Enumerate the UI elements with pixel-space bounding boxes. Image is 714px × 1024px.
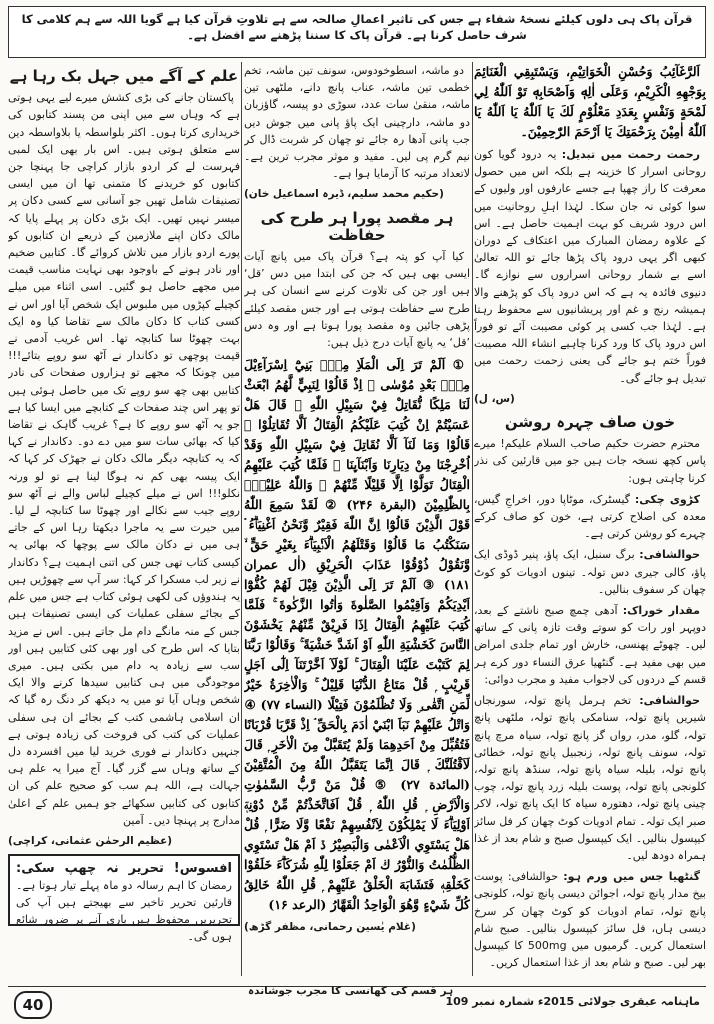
author-signature: (غلام یٰسین رحمانی، مظفر گڑھ) bbox=[244, 921, 416, 934]
article-columns bbox=[8, 62, 706, 976]
paragraph: کیا آپ کو پتہ ہے؟ قرآن پاک میں پانچ آیات ایسی بھی ہیں کہ جن کی ابتدا میں دس ’قل‘ ہیں اور جن کی تلاوت کرنے سے انسان کی ہر طرح سے حفاظت ہوتی ہے اور جس مقصد کیلئے پڑھی جائیں وہ مقصد پورا ہوتا ہے اور وہ دس ’قل‘ یہ پانچ آیات درج ذیل ہیں: bbox=[244, 250, 470, 350]
text: تخم ہرمل پانچ تولہ، سورنجاں شیریں پانچ تولہ، سنامکی پانچ تولہ، ملٹھی پانچ تولہ، گلو، مدر، رواں گز پانچ تولہ، سیاہ مرچ پانچ تولہ، سونف پانچ تولہ، زنجبیل پانچ تولہ، خطائی پانچ تولہ، بلیلہ سیاہ پانچ تولہ، سنڈھ پانچ تولہ، کلونجی پانچ تولہ، پوست بلیلہ زرد پانچ تولہ، چوب چینی پانچ تولہ، دھتورہ سیاہ کا ایک پانچ تولہ، لاکر صبر ایک تولہ۔ تمام ادویات کوٹ چھان کر فل سائز کیپسول بنالیں۔ ایک کیپسول صبح و شام بعد از غذا ہمراہ دودھ لیں۔ bbox=[474, 694, 706, 862]
paragraph bbox=[474, 491, 706, 543]
paragraph: محترم حضرت حکیم صاحب السلام علیکم! میرے پاس کچھ نسخہ جات ہیں جو میں قارئین کی نذر کرنا چاہتی ہوں: bbox=[474, 437, 706, 485]
paragraph bbox=[474, 146, 706, 387]
middle-column bbox=[244, 62, 470, 976]
article-heading: ہر مقصد پورا ہر طرح کی حفاظت bbox=[260, 208, 454, 244]
page-footer bbox=[8, 986, 706, 1019]
publication-info: ماہنامہ عبقری جولائی 2015ء شمارہ نمبر 109 bbox=[445, 995, 700, 1008]
paragraph: دو ماشہ، اسطوخودوس، سونف تین ماشہ، تخم خطمی تین ماشہ، عناب پانچ دانے، ملٹھی تین ماشہ، منقیٰ سات عدد، سوڑی دو پیسہ، گاؤزبان دو ماشہ، دارچینی ایک پاؤ پانی میں جوش دیں جب پانی آدھا رہ جائے تو چھان کر شربت ڈال کر نیم گرم پی لیں۔ مفید و موثر مجرب ترین ہے۔ لاتعداد مرتبہ کا آزمایا ہوا ہے۔ bbox=[244, 64, 470, 181]
author-signature: (عظیم الرحمٰن عثمانی، کراچی) bbox=[8, 834, 173, 847]
right-column bbox=[474, 62, 706, 976]
paragraph: پاکستان جانے کی بڑی کشش میرے لیے یہی ہوتی ہے کہ وہاں سے میں اپنی من پسند کتابوں کی خریداری کرتا ہوں۔ اکثر بلواسطہ یا بلاواسطہ دین سے متعلق ہوتی ہیں۔ اس بار بھی ایک لمبی فہرست لے کر اردو بازار کراچی جا پہنچا جن کتابوں کو خریدنے کا متمنی تھا ان میں ایسی تصنیفات شامل تھیں جو آسانی سے کسی دکان پر میسر نہیں تھیں۔ ایک بڑی دکان پر پہلے پایا کہ مالک دکان اپنے ملازمین کے ذریعے ان کتابوں کو پورے اردو بازار میں تلاش کروائے گا۔ کتابیں ضخیم اور نادر ہونے کے باوجود بھی نہایت مناسب قیمت میں مجھے حاصل ہو گئیں۔ اسی اثناء میں میلے کچیلے کپڑوں میں ملبوس ایک شخص آیا اور اس نے کسی کتاب کا دکان مالک سے تقاضا کیا وہ ایک بہت چھوٹا سا کتابچہ تھا۔ اس غریب آدمی نے قیمت پوچھی تو دکاندار نے آٹھ سو روپے بتائے!!! میں چونکا کہ مجھے تو ہزاروں صفحات کی نادر کتابیں بھی چھ سو روپے تک میں حاصل ہوئی ہیں تو پھر اس چند صفحات کے کتابچے میں ایسا کیا ہے جو یہ آٹھ سو روپے کا ہے؟ غریب گاہک نے تقاضا کیا کہ بھائی سات سو میں دے دو۔ دکاندار نے کہا کہ یہ کتابچہ دیگر مالک دکان نے جھڑک کر کہا کہ ایک پیسہ بھی کم نہ ہوگا لینا ہے تو لو ورنہ نکلو!!! اس نے میلے کچیلے لباس والے نے آٹھ سو روپے جیب سے نکالے اور چھوٹا سا کتابچہ لے لیا۔ میں حیرت سے یہ ماجرا دیکھتا رہا اس کے جاتے ہی میں نے دکان مالک سے پوچھا کہ بھائی یہ کیسی کتاب تھی جس کی اتنی اہمیت ہے؟ دکاندار نے زیر لب مسکرا کر کہا: سر آپ سے چھوڑیں ہیں یہ ہندوؤں کی لکھی ہوئی کتاب ہے جس میں علم کے بجائے سفلی عملیات کی ایسی تصنیفات ہیں جس کے منہ مانگے دام مل جاتے ہیں۔ اس نے مزید بتایا کہ اس طرح کی اور بھی کئی کتابیں ہیں اور سب سے زیادہ یہ دام میں بکتی ہیں۔ میری موجودگی میں ہی کتابیں سیدھا کرنے والا ایک شخص وہاں آیا تو میں یہ دیکھ کر دنگ رہ گیا کہ ان اسلامی ہاشمی کتب کے بجائے ان ہی سفلی عملیات کی کتب کی فروخت کی زیادہ ہوتی ہے جنہیں دکاندار نے فوری خرید لیا میں افسردہ دل کے ساتھ وہاں سے گزر گیا۔ آج میرا یہ علم ہی جہالت ہے، اللہ ہم سب کو صحیح علم کی ان کتابوں کی کتابیں سکھائے جو ہمیں علم کے اعلیٰ مدارج پر پہنچا دیں۔ آمین bbox=[8, 91, 240, 827]
label: کڑوی چکی: bbox=[634, 492, 701, 506]
article-heading: خون صاف چہرہ روشن bbox=[504, 413, 676, 432]
text: گیسٹرک، موٹاپا دور، اخراجِ گیس، معدہ کی اصلاح کرتی ہے، خون کو صاف کرکے چہرے کو روشن کرتی ہے۔ bbox=[474, 492, 706, 541]
magazine-page bbox=[8, 6, 706, 1018]
author-signature: (حکیم محمد سلیم، ڈیرہ اسماعیل خان) bbox=[244, 188, 444, 201]
paragraph bbox=[474, 602, 706, 688]
author-signature: (س، ل) bbox=[474, 392, 515, 405]
label: مقدار خوراک: bbox=[622, 604, 700, 618]
text: حوالشافی: پوست بیخ مدار پانچ تولہ، اجوائن دیسی پانچ تولہ، کلونجی پانچ تولہ، تمام ادویات کو کوٹ چھان کر سرخ دیسی ہاں، فل سائز کیپسول بنالیں۔ صبح شام استعمال کریں۔ گرمیوں میں 500mg کا کیپسول بھر لیں۔ صبح و شام بعد از غذا استعمال کریں۔ bbox=[474, 870, 706, 970]
top-banner bbox=[8, 6, 706, 58]
page-number: 40 bbox=[14, 991, 52, 1019]
article-heading: علم کے آگے میں جہل بک رہا ہے bbox=[9, 67, 239, 85]
notice-body: رمضان کا اہم رسالہ دو ماہ پہلے تیار ہوتا ہے۔ قارئین تحریر تاخیر سے بھیجتے ہیں آپ کی تحریریں محفوظ ہیں باری آنے پر ضرور شائع ہوں گی۔ bbox=[16, 879, 232, 943]
notice-box bbox=[8, 854, 240, 943]
left-column bbox=[8, 62, 240, 848]
text: برگ سنبل، ایک پاؤ، پنیر ڈوڈی ایک پاؤ، کالی جیری دس تولہ۔ تینوں ادویات کو کوٹ چھان کر سفوف بنالیں۔ bbox=[474, 548, 706, 596]
label: گنٹھیا جس میں ورم ہو: bbox=[563, 870, 701, 884]
label: حوالشافی: bbox=[639, 694, 700, 708]
footer-credit: ہر قسم کی کھانسی کا مجرب جوشاندہ bbox=[248, 985, 454, 997]
paragraph bbox=[474, 975, 706, 976]
notice-title: افسوس! تحریر نہ چھپ سکی: bbox=[16, 861, 232, 876]
arabic-durood: اَلرَّغَآئِبُ وَحُسْنِ الْخَوَاتِيْمِ، وَيَسْتَبِقِي الْغَنَائِمَ بِوَجْهِهِ الْكَرِيْمِ، وَعَلَى اٰلِهٖ وَاَصْحَابِهٖ تَوْ اَللّٰهُ لِي لَمْحَةٍ وَنَفْسٍ بِعَدَدِ مَعْلُوْمٍ لَكَ يَا اَللّٰهُ يَا اَللّٰهُ يَا اَللّٰهُ اٰمِيْنَ بِرَحْمَتِكَ يَا اَرْحَمَ الرّٰحِمِيْنَ۔ bbox=[474, 64, 706, 139]
text: آدھی چمچ صبح ناشتے کے بعد، دوپہر اور رات کو سوتے وقت تازہ پانی کے ساتھ لیں۔ چھوٹے پھنسی، خارش اور تمام جلدی امراض میں بھی مفید ہے۔ گنٹھیا عرق النساء دور کرے ہر قسم کے دردوں کی لاجواب مفید و مجرب دوائی: bbox=[474, 604, 706, 686]
paragraph bbox=[474, 692, 706, 864]
text: یہ درود گویا کون روحانی اسرار کا خزینہ ہے بلکہ اس میں حصول معرفت کا راز چھپا ہے جسے عارفوں اور ولیوں کے سوا کوئی نہ جان سکا۔ لہٰذا اہلِ روحانیت میں اس درود شریف کو بہت اہمیت حاصل ہے۔ اس کے علاوہ رمضان المبارک میں اعتکاف کے دوران کبھی اگر یہی درود پاک پڑھا جائے تو اللہ تعالیٰ اسے بے شمار روحانی اسراروں سے نوازے گا۔ دنیوی فائدہ یہ ہے کہ اس درود پاک کو پڑھنے والا ہمیشہ رنج و غم اور پریشانیوں سے محفوظ رہتا ہے۔ لہٰذا جب کسی پر کوئی مصیبت آئے تو فوراً اس درود پاک کا ورد کرنا چاہیے انشاء اللہ مصیبت فوراً ختم ہو جائے گی یعنی زحمت رحمت میں تبدیل ہو جائے گی۔ bbox=[474, 148, 706, 385]
paragraph bbox=[474, 868, 706, 971]
quran-verses: ① اَلَمْ تَرَ اِلَى الْمَلَاِ مِنْۢ بَنِيْٓ اِسْرَآءِيْلَ مِنْۢ بَعْدِ مُوْسٰى ۘ اِذْ قَالُوْا لِنَبِيٍّ لَّهُمُ ابْعَثْ لَنَا مَلِكًا نُّقَاتِلْ فِيْ سَبِيْلِ اللّٰهِ ۭ قَالَ هَلْ عَسَيْتُمْ اِنْ كُتِبَ عَلَيْكُمُ الْقِتَالُ اَلَّا تُقَاتِلُوْا ۭ قَالُوْا وَمَا لَنَآ اَلَّا نُقَاتِلَ فِيْ سَبِيْلِ اللّٰهِ وَقَدْ اُخْرِجْنَا مِنْ دِيَارِنَا وَاَبْنَآىِٕنَا ۭ فَلَمَّا كُتِبَ عَلَيْهِمُ الْقِتَالُ تَوَلَّوْا اِلَّا قَلِيْلًا مِّنْهُمْ ۭ وَاللّٰهُ عَلِيْمٌۢ بِالظّٰلِمِيْنَ (البقرة ۲۴۶) ② لَقَدْ سَمِعَ اللّٰهُ قَوْلَ الَّذِيْنَ قَالُوْٓا اِنَّ اللّٰهَ فَقِيْرٌ وَّنَحْنُ اَغْنِيَاۗءُ ۘ سَنَكْتُبُ مَا قَالُوْا وَقَتْلَهُمُ الْاَنْۢبِيَاۗءَ بِغَيْرِ حَقٍّ ۙ وَّنَقُوْلُ ذُوْقُوْا عَذَابَ الْحَرِيْقِ (اٰل عمران ۱۸۱) ③ اَلَمْ تَرَ اِلَى الَّذِيْنَ قِيْلَ لَهُمْ كُفُّوْٓا اَيْدِيَكُمْ وَاَقِيْمُوا الصَّلٰوةَ وَاٰتُوا الزَّكٰوةَ ۚ فَلَمَّا كُتِبَ عَلَيْهِمُ الْقِتَالُ اِذَا فَرِيْقٌ مِّنْهُمْ يَخْشَوْنَ النَّاسَ كَخَشْيَةِ اللّٰهِ اَوْ اَشَدَّ خَشْيَةً ۚ وَقَالُوْا رَبَّنَا لِمَ كَتَبْتَ عَلَيْنَا الْقِتَالَ ۚ لَوْلَآ اَخَّرْتَنَآ اِلٰٓى اَجَلٍ قَرِيْبٍ ۭ قُلْ مَتَاعُ الدُّنْيَا قَلِيْلٌ ۚ وَالْاٰخِرَةُ خَيْرٌ لِّمَنِ اتَّقٰى ۣ وَلَا تُظْلَمُوْنَ فَتِيْلًا (النساء ۷۷) ④ وَاتْلُ عَلَيْهِمْ نَبَاَ ابْنَيْ اٰدَمَ بِالْحَقِّ ۘ اِذْ قَرَّبَا قُرْبَانًا فَتُقُبِّلَ مِنْ اَحَدِهِمَا وَلَمْ يُتَقَبَّلْ مِنَ الْاٰخَرِ ۭ قَالَ لَاَقْتُلَنَّكَ ۭ قَالَ اِنَّمَا يَتَقَبَّلُ اللّٰهُ مِنَ الْمُتَّقِيْنَ (المائدة ۲۷) ⑤ قُلْ مَنْ رَّبُّ السَّمٰوٰتِ وَالْاَرْضِ ۭ قُلِ اللّٰهُ ۭ قُلْ اَفَاتَّخَذْتُمْ مِّنْ دُوْنِهٖٓ اَوْلِيَاۗءَ لَا يَمْلِكُوْنَ لِاَنْفُسِهِمْ نَفْعًا وَّلَا ضَرًّا ۭ قُلْ هَلْ يَسْتَوِي الْاَعْمٰى وَالْبَصِيْرُ ڏ اَمْ هَلْ تَسْتَوِي الظُّلُمٰتُ وَالنُّوْرُ ڬ اَمْ جَعَلُوْا لِلّٰهِ شُرَكَاۗءَ خَلَقُوْا كَخَلْقِهٖ فَتَشَابَهَ الْخَلْقُ عَلَيْهِمْ ۭ قُلِ اللّٰهُ خَالِقُ كُلِّ شَيْءٍ وَّهُوَ الْوَاحِدُ الْقَهَّارُ (الرعد ۱۶) bbox=[244, 357, 470, 913]
banner-text: قرآن پاک ہی دلوں کیلئے نسخۂ شفاء ہے جس کی تاثیر اعمالِ صالحہ سے ہے تلاوتِ قرآن کیا ہے گویا اللہ سے ہم کلامی کا شرف حاصل کرنا ہے۔ قرآن پاک کا سننا پڑھنے سے افضل ہے۔ bbox=[21, 12, 693, 42]
label: حوالشافی: bbox=[639, 548, 700, 562]
paragraph bbox=[474, 546, 706, 598]
label: رحمت رحمت میں تبدیل: bbox=[561, 148, 701, 161]
